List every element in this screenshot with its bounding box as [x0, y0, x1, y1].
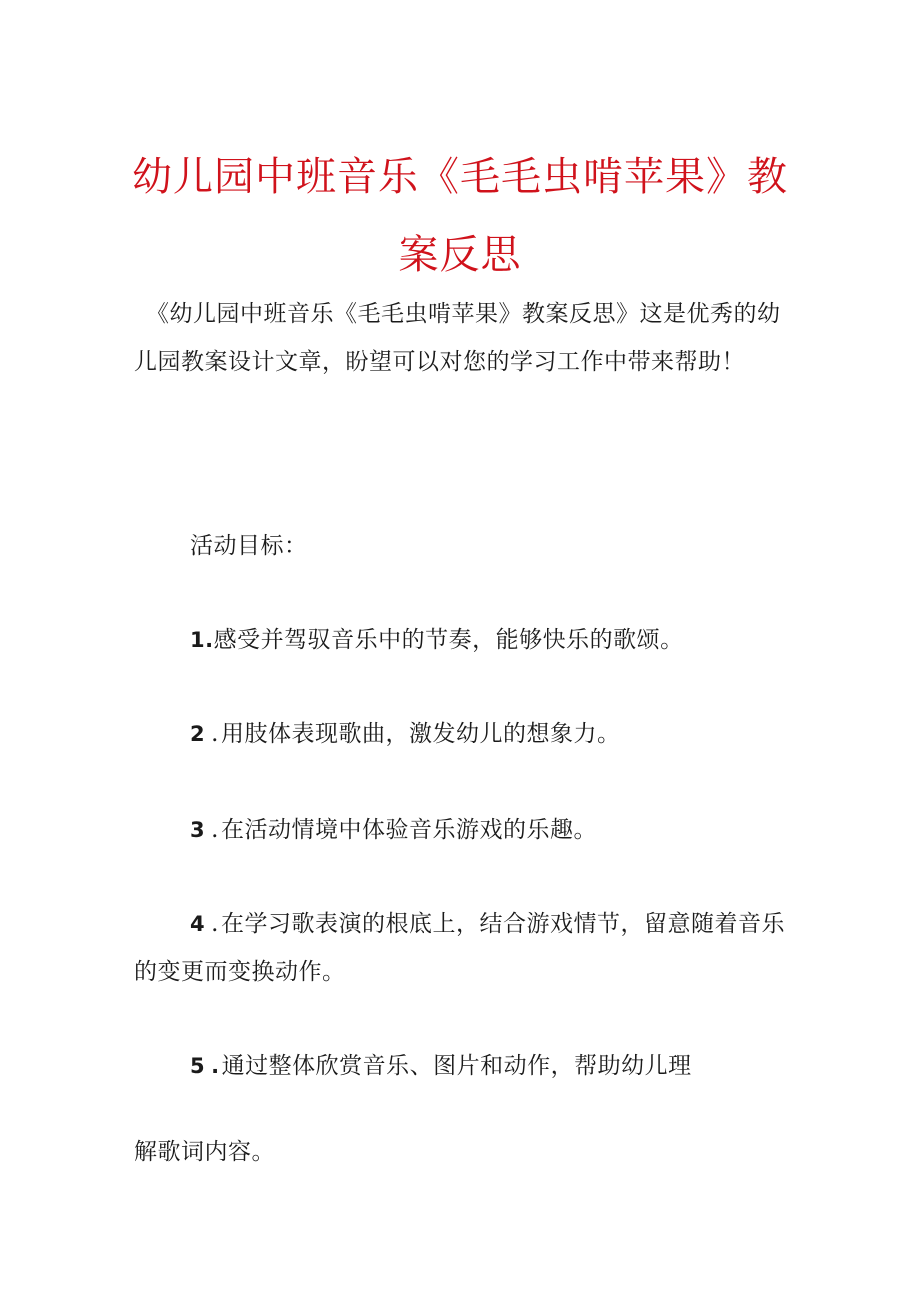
document-title: 幼儿园中班音乐《毛毛虫啃苹果》教案反思 [132, 154, 788, 278]
goal-item-5 [190, 1042, 692, 1090]
goal-separator: . [211, 721, 219, 747]
goal-number: 4 [190, 912, 206, 936]
goal-item-4 [134, 900, 794, 996]
goal-text: 用肢体表现歌曲，激发幼儿的想象力。 [220, 721, 621, 747]
goal-text: 通过整体欣赏音乐、图片和动作，帮助幼儿理 [221, 1053, 692, 1079]
goal-separator: . [211, 911, 219, 937]
goal-text: 在活动情境中体验音乐游戏的乐趣。 [220, 817, 597, 843]
goal-number: 1 [190, 628, 206, 652]
goal-item-2 [190, 710, 620, 758]
goal-text: 感受并驾驭音乐中的节奏，能够快乐的歌颂。 [213, 627, 684, 653]
intro-paragraph: 《幼儿园中班音乐《毛毛虫啃苹果》教案反思》这是优秀的幼儿园教案设计文章，盼望可以对您的学习工作中带来帮助！ [134, 301, 781, 375]
goal-number: 2 [190, 722, 206, 746]
goal-separator: . [211, 1054, 220, 1078]
goal-item-3 [190, 806, 597, 854]
goal-number: 5 [190, 1054, 206, 1078]
goal-item-1 [190, 616, 684, 664]
goal-separator: . [205, 628, 214, 652]
goal-item-5-continuation: 解歌词内容。 [134, 1139, 275, 1165]
goal-text: 在学习歌表演的根底上，结合游戏情节，留意随着音乐的变更而变换动作。 [134, 911, 785, 985]
goal-number: 3 [190, 818, 206, 842]
goal-separator: . [211, 817, 219, 843]
section-heading: 活动目标： [190, 533, 308, 559]
